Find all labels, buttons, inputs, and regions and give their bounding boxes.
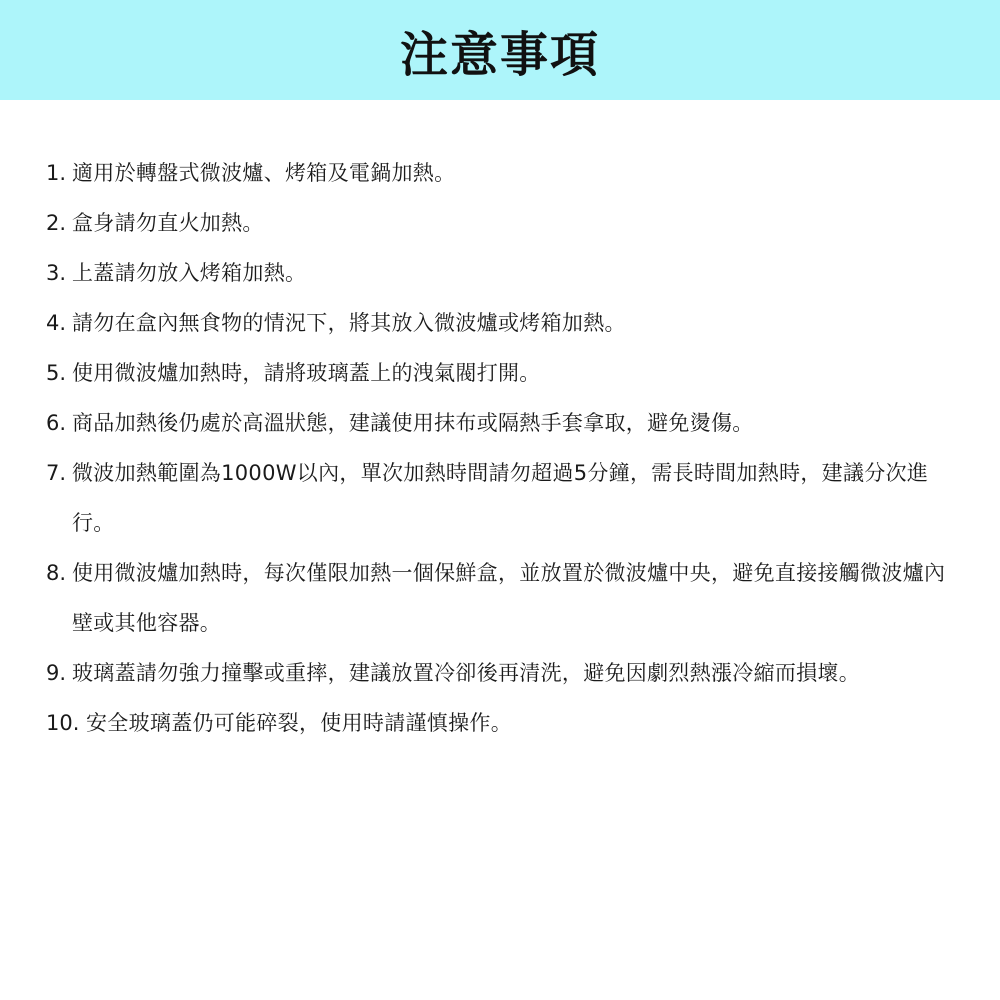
note-text: 安全玻璃蓋仍可能碎裂，使用時請謹慎操作。 xyxy=(86,711,512,735)
note-item-10 xyxy=(0,698,1000,748)
page-title: 注意事項 xyxy=(399,26,600,83)
note-text: 適用於轉盤式微波爐、烤箱及電鍋加熱。 xyxy=(72,161,456,185)
note-number: 1. xyxy=(46,161,67,185)
note-item-5 xyxy=(0,348,1000,398)
note-item-7 xyxy=(0,448,1000,548)
note-item-9 xyxy=(0,648,1000,698)
note-item-2 xyxy=(0,198,1000,248)
note-number: 10. xyxy=(46,711,80,735)
note-number: 8. xyxy=(46,561,67,585)
note-text: 商品加熱後仍處於高溫狀態，建議使用抹布或隔熱手套拿取，避免燙傷。 xyxy=(72,411,754,435)
note-item-4 xyxy=(0,298,1000,348)
note-text: 使用微波爐加熱時，請將玻璃蓋上的洩氣閥打開。 xyxy=(72,361,541,385)
note-number: 5. xyxy=(46,361,67,385)
note-item-8 xyxy=(0,548,1000,648)
note-text: 盒身請勿直火加熱。 xyxy=(72,211,264,235)
note-number: 4. xyxy=(46,311,67,335)
header-banner xyxy=(0,0,1000,100)
note-text: 上蓋請勿放入烤箱加熱。 xyxy=(72,261,307,285)
note-number: 3. xyxy=(46,261,67,285)
note-text: 玻璃蓋請勿強力撞擊或重摔，建議放置冷卻後再清洗，避免因劇烈熱漲冷縮而損壞。 xyxy=(72,661,861,685)
note-item-1 xyxy=(0,148,1000,198)
notes-list xyxy=(0,148,1000,748)
note-number: 6. xyxy=(46,411,67,435)
note-item-3 xyxy=(0,248,1000,298)
note-item-6 xyxy=(0,398,1000,448)
note-text: 使用微波爐加熱時，每次僅限加熱一個保鮮盒，並放置於微波爐中央，避免直接接觸微波爐內壁或其他容器。 xyxy=(72,561,946,635)
note-number: 9. xyxy=(46,661,67,685)
note-text: 微波加熱範圍為1000W以內，單次加熱時間請勿超過5分鐘，需長時間加熱時，建議分次進行。 xyxy=(72,461,929,535)
note-text: 請勿在盒內無食物的情況下，將其放入微波爐或烤箱加熱。 xyxy=(72,311,626,335)
note-number: 7. xyxy=(46,461,67,485)
note-number: 2. xyxy=(46,211,67,235)
